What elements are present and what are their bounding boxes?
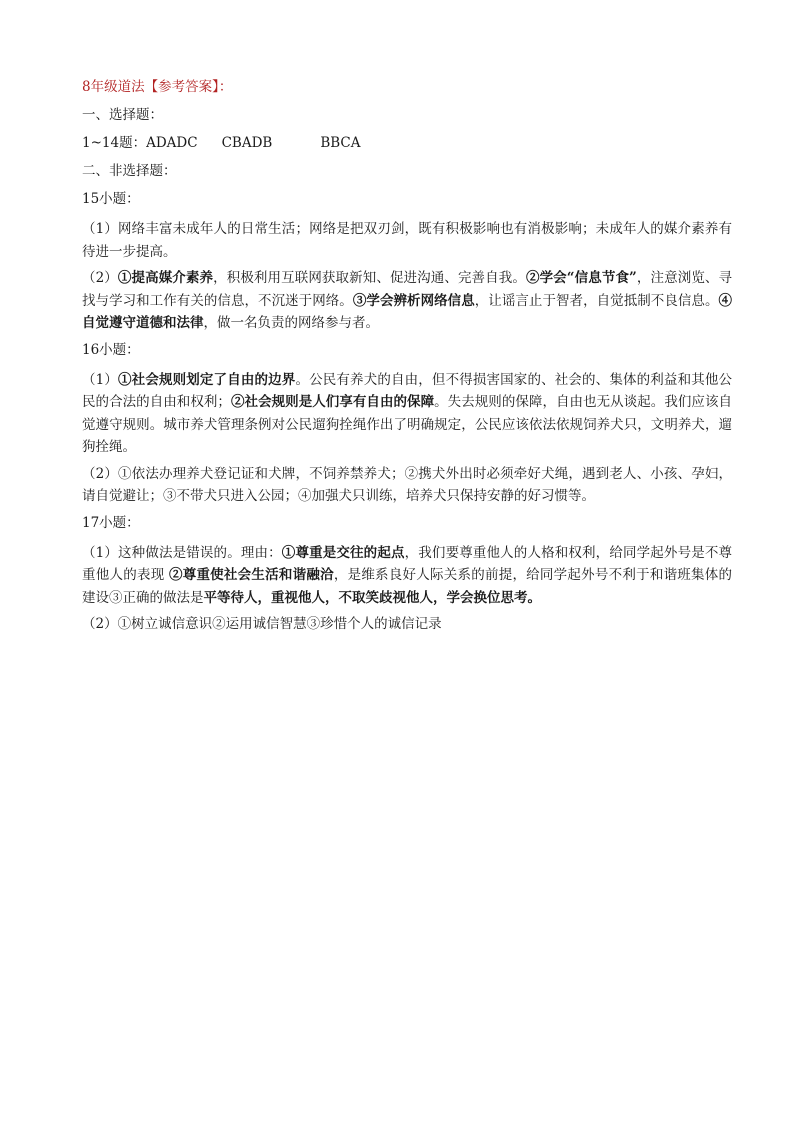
part-label: （2） [82, 270, 118, 286]
key-point: ④自觉遵守道德和法律 [82, 292, 733, 331]
question-16-part-2: （2）①依法办理养犬登记证和犬牌，不饲养禁养犬；②携犬外出时必须牵好犬绳，遇到老人、小孩、孕妇，请自觉避让；③不带犬只进入公园；④加强犬只训练，培养犬只保持安静的好习惯等。 [82, 465, 732, 504]
explanation: ，注意浏览、寻找与学习和工作有关的信息，不沉迷于网络。 [82, 270, 733, 309]
answer-group-2: CBADB [221, 135, 273, 151]
explanation: ，让谣言止于智者，自觉抵制不良信息。 [474, 292, 719, 309]
key-point: ③学会辨析网络信息 [352, 292, 475, 309]
question-15-label: 15小题： [82, 191, 140, 207]
question-16-part-1 [82, 369, 732, 459]
explanation: ，我们要尊重他人的人格和权利，给同学起外号是不尊重他人的表现 [82, 544, 733, 583]
explanation: ，做一名负责的网络参与者。 [203, 315, 379, 331]
explanation: ，积极利用互联网获取新知、促进沟通、完善自我。 [213, 270, 526, 286]
explanation: 。公民有养犬的自由，但不得损害国家的、社会的、集体的利益和其他公民的合法的自由和权利； [82, 371, 733, 410]
question-17-label: 17小题： [82, 514, 140, 531]
key-point: ②社会规则是人们享有自由的保障 [230, 394, 435, 410]
explanation: ，是维系良好人际关系的前提，给同学起外号不利于和谐班集体的建设 [82, 567, 733, 606]
key-point: ②尊重使社会生活和谐融洽 [168, 567, 334, 583]
explanation: ③正确的做法是 [109, 589, 204, 606]
question-15-part-2 [82, 267, 732, 335]
part-label: （1） [82, 371, 119, 388]
answer-content [82, 76, 732, 640]
key-point: ①提高媒介素养 [117, 270, 214, 286]
question-15-part-1: （1）网络丰富未成年人的日常生活；网络是把双刃剑，既有积极影响也有消极影响；未成年人的媒介素养有待进一步提高。 [82, 221, 732, 260]
document-title: 8年级道法【参考答案】： [82, 79, 233, 95]
question-17-part-1 [82, 542, 732, 610]
section-heading-nonchoice: 二、非选择题： [82, 163, 177, 179]
key-point: ①尊重是交往的起点 [281, 544, 405, 561]
part-label: （1）这种做法是错误的。理由： [82, 544, 282, 561]
answer-group-1: ADADC [146, 135, 198, 151]
key-point: ①社会规则划定了自由的边界 [118, 371, 296, 388]
choice-answers [82, 132, 732, 154]
answers-label: 1~14题： [82, 135, 147, 151]
explanation: 。失去规则的保障，自由也无从谈起。我们应该自觉遵守规则。城市养犬管理条例对公民遛狗拴绳作出了明确规定，公民应该依法依规饲养犬只，文明养犬，遛狗拴绳。 [82, 394, 733, 455]
question-17-part-2: （2）①树立诚信意识②运用诚信智慧③珍惜个人的诚信记录 [82, 616, 442, 632]
question-16-label: 16小题： [82, 341, 140, 358]
section-heading-choice: 一、选择题： [82, 107, 163, 123]
key-point: 平等待人，重视他人，不取笑歧视他人，学会换位思考。 [203, 589, 541, 606]
answer-group-3: BBCA [320, 135, 361, 151]
key-point: ②学会“信息节食” [525, 270, 637, 286]
